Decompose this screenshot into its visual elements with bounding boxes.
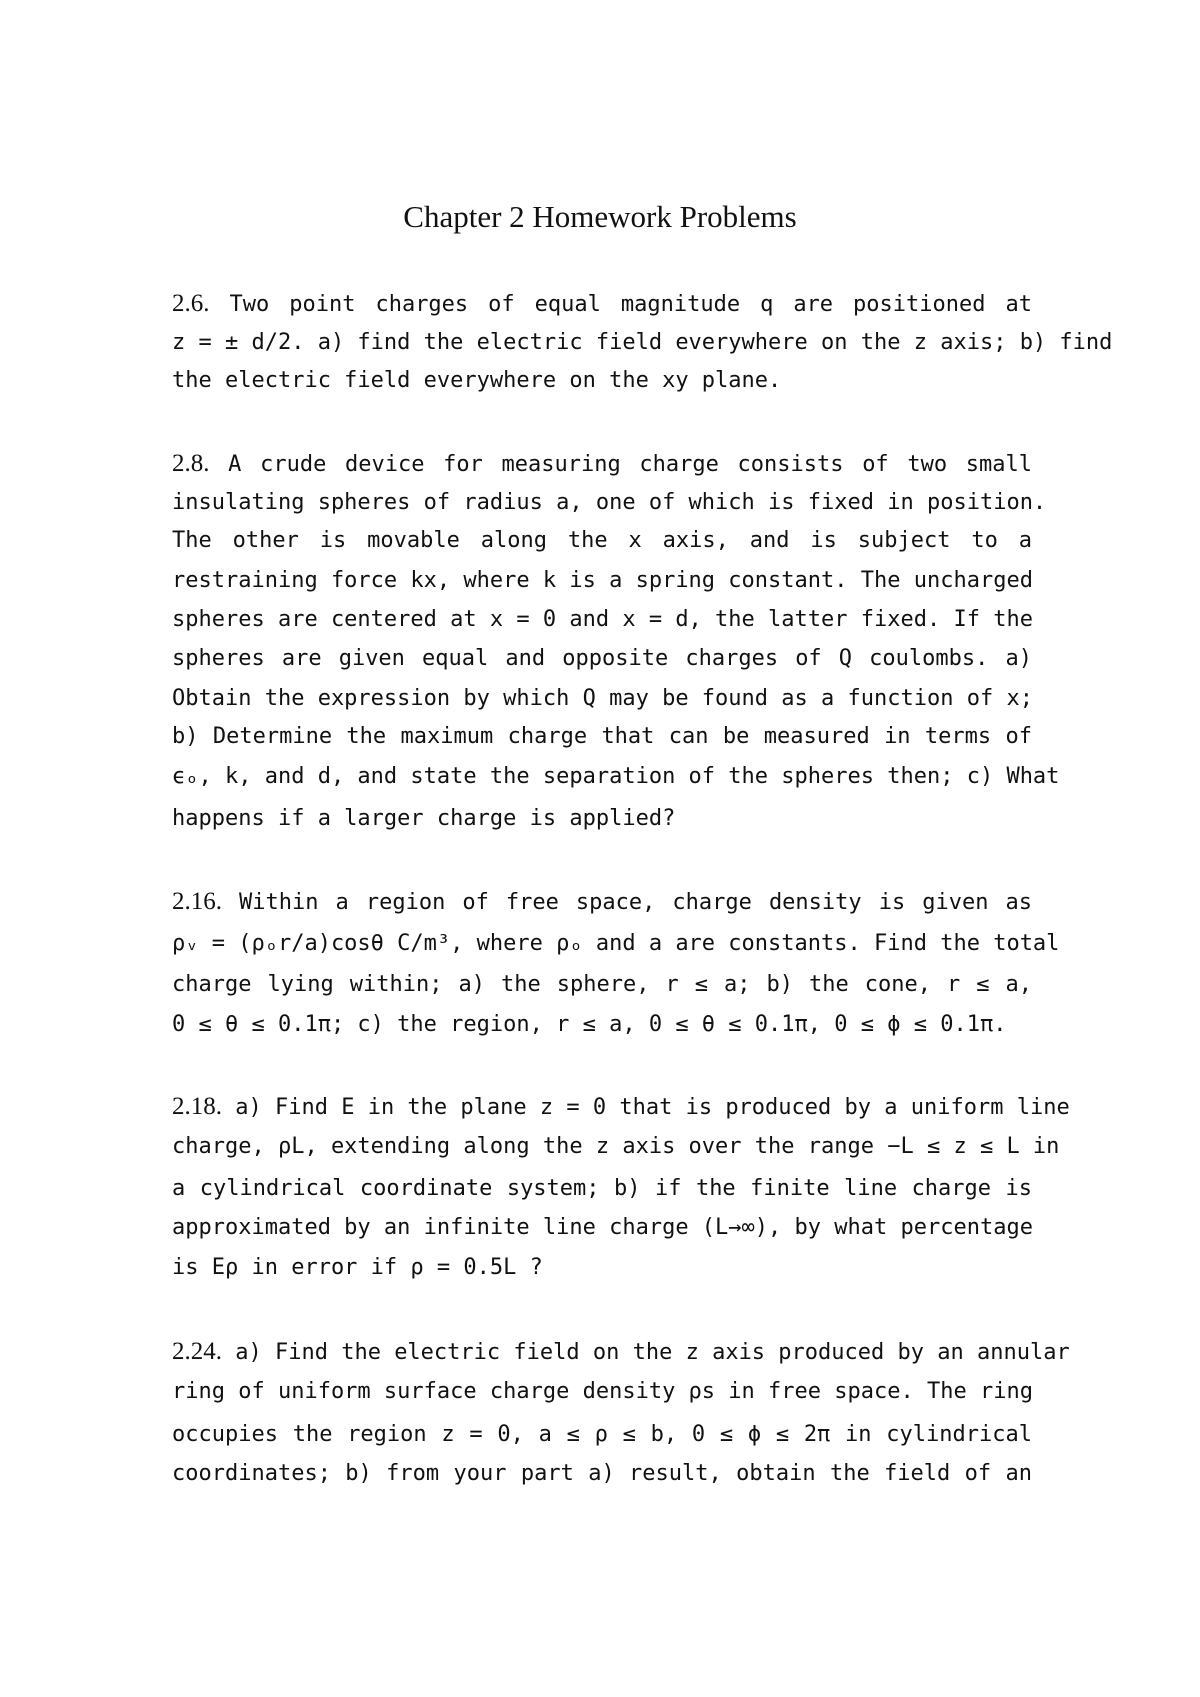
problem-line: approximated by an infinite line charge (L→∞), by what percentage (172, 1215, 1033, 1240)
problem-line: spheres are given equal and opposite charges of Q coulombs. a) (172, 646, 1032, 671)
problem-line: Obtain the expression by which Q may be found as a function of x; (172, 686, 1033, 711)
problem-line: a cylindrical coordinate system; b) if the finite line charge is (172, 1176, 1032, 1201)
problem-line: occupies the region z = 0, a ≤ ρ ≤ b, 0 ≤ ϕ ≤ 2π in cylindrical (172, 1422, 1032, 1447)
problem-line: is Eρ in error if ρ = 0.5L ? (172, 1255, 543, 1280)
problem-line: 2.8. A crude device for measuring charge consists of two small (172, 450, 1032, 477)
problem-line: insulating spheres of radius a, one of which is fixed in position. (172, 490, 1047, 515)
problem-line: b) Determine the maximum charge that can be measured in terms of (172, 724, 1032, 749)
problem-line: charge, ρL, extending along the z axis over the range −L ≤ z ≤ L in (172, 1134, 1060, 1159)
problem-line: ρᵥ = (ρₒr/a)cosθ C/m³, where ρₒ and a are constants. Find the total (172, 931, 1060, 956)
problem-number: 2.8. (172, 450, 210, 477)
problem-line: 2.6. Two point charges of equal magnitude q are positioned at (172, 290, 1032, 317)
problem-line: happens if a larger charge is applied? (172, 806, 676, 831)
problem-line: ring of uniform surface charge density ρs in free space. The ring (172, 1379, 1033, 1404)
problem-number: 2.18. (172, 1093, 222, 1120)
problem-line: charge lying within; a) the sphere, r ≤ a; b) the cone, r ≤ a, (172, 972, 1032, 997)
problem-line: ϵₒ, k, and d, and state the separation of the spheres then; c) What (172, 764, 1060, 789)
problem-line: The other is movable along the x axis, and is subject to a (172, 528, 1032, 553)
page-title: Chapter 2 Homework Problems (403, 199, 797, 234)
problem-line: 2.16. Within a region of free space, charge density is given as (172, 888, 1032, 915)
problem-line: 2.24. a) Find the electric field on the z axis produced by an annular (172, 1338, 1070, 1365)
problem-number: 2.6. (172, 290, 210, 317)
problem-number: 2.16. (172, 888, 222, 915)
problem-line: spheres are centered at x = 0 and x = d, the latter fixed. If the (172, 607, 1033, 632)
problem-line: the electric field everywhere on the xy plane. (172, 368, 782, 393)
problem-line: coordinates; b) from your part a) result, obtain the field of an (172, 1461, 1032, 1486)
problem-number: 2.24. (172, 1338, 222, 1365)
problem-line: z = ± d/2. a) find the electric field everywhere on the z axis; b) find (172, 330, 1113, 355)
problem-line: 2.18. a) Find E in the plane z = 0 that is produced by a uniform line (172, 1093, 1070, 1120)
problem-line: restraining force kx, where k is a spring constant. The uncharged (172, 568, 1033, 593)
problem-line: 0 ≤ θ ≤ 0.1π; c) the region, r ≤ a, 0 ≤ θ ≤ 0.1π, 0 ≤ ϕ ≤ 0.1π. (172, 1012, 1007, 1037)
